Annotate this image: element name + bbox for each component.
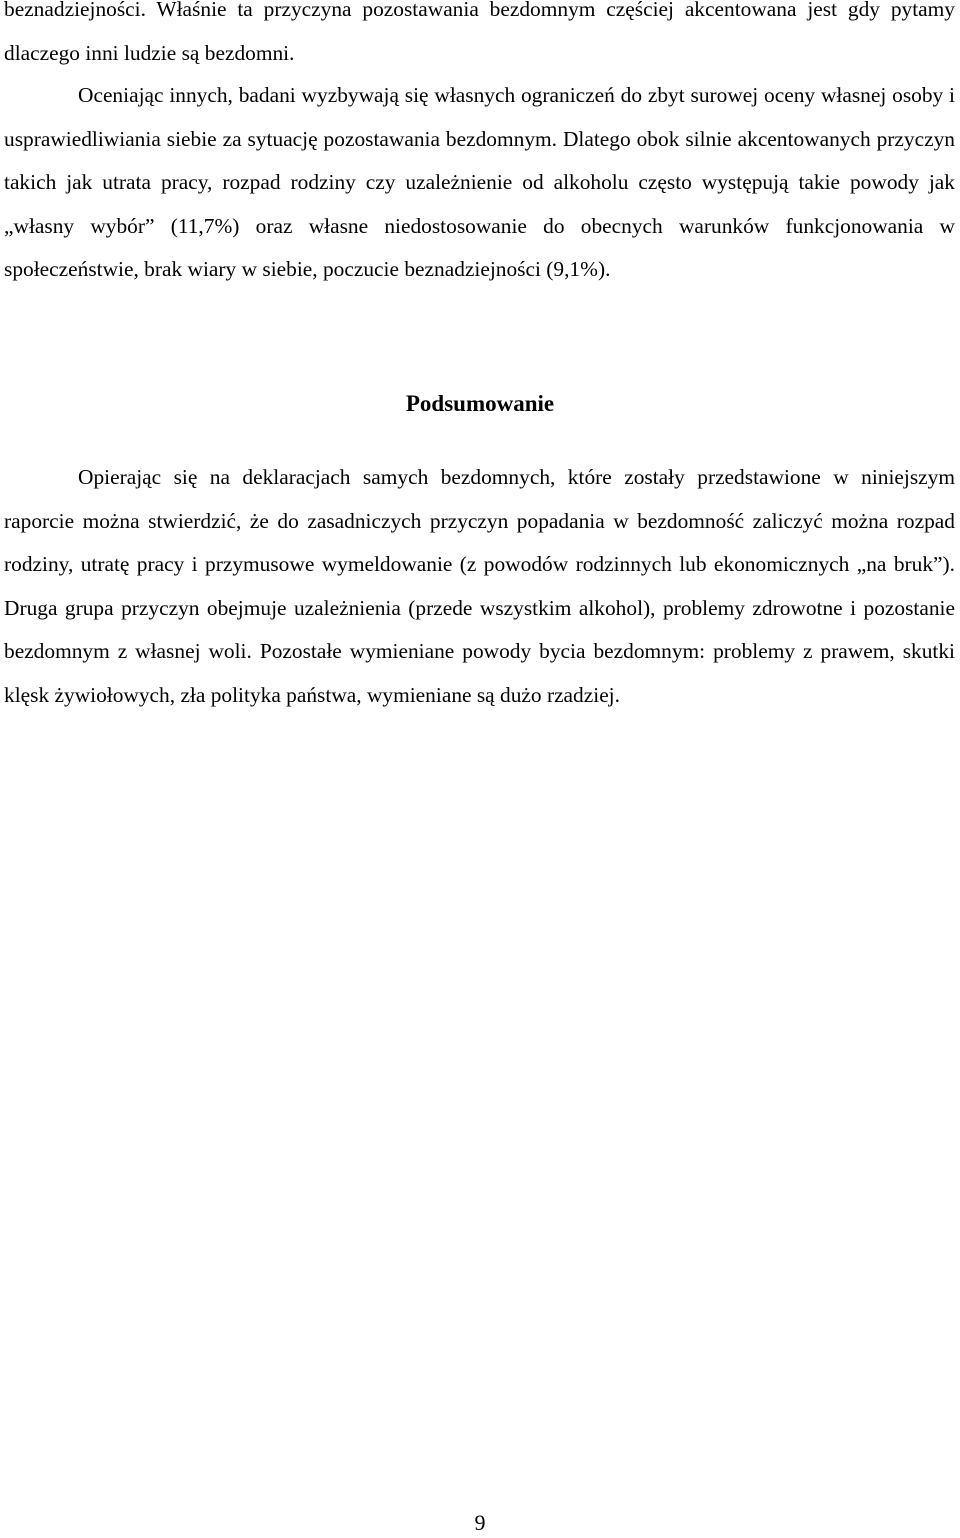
paragraph-summary: Opierając się na deklaracjach samych bezdomnych, które zostały przedstawione w niniejszym raporcie można stwierdzić, że do zasadniczych przyczyn popadania w bezdomność zaliczyć można rozpad rodziny, utratę pracy i przymusowe wymeldowanie (z powodów rodzinnych lub ekonomicznych „na bruk”). Druga grupa przyczyn obejmuje uzależnienia (przede wszystkim alkohol), problemy zdrowotne i pozostanie bezdomnym z własnej woli. Pozostałe wymieniane powody bycia bezdomnym: problemy z prawem, skutki klęsk żywiołowych, zła polityka państwa, wymieniane są dużo rzadziej. [4, 465, 955, 707]
paragraph-continuation: beznadziejności. Właśnie ta przyczyna pozostawania bezdomnym częściej akcentowana jest gdy pytamy dlaczego inni ludzie są bezdomni. [4, 0, 955, 65]
paragraph-reasons: Oceniając innych, badani wyzbywają się własnych ograniczeń do zbyt surowej oceny własnej osoby i usprawiedliwiania siebie za sytuację pozostawania bezdomnym. Dlatego obok silnie akcentowanych przyczyn takich jak utrata pracy, rozpad rodziny czy uzależnienie od alkoholu często występują takie powody jak „własny wybór” (11,7%) oraz własne niedostosowanie do obecnych warunków funkcjonowania w społeczeństwie, brak wiary w siebie, poczucie beznadziejności (9,1%). [4, 83, 955, 282]
section-heading: Podsumowanie [405, 391, 555, 416]
page-number: 9 [474, 1510, 486, 1535]
